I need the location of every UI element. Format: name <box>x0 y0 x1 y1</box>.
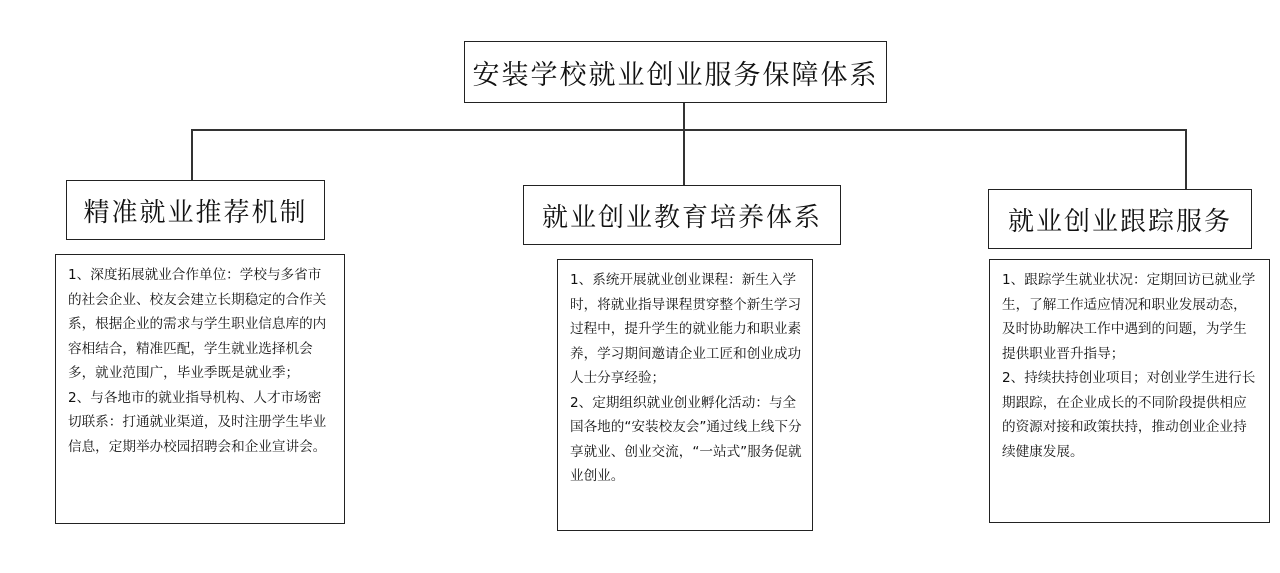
branch-description-box-3 <box>989 259 1270 523</box>
connector-drop-middle <box>683 129 685 185</box>
branch-heading-box-3 <box>988 189 1252 249</box>
connector-horizontal-bar <box>191 129 1186 131</box>
branch-3-item-1: 1、跟踪学生就业状况：定期回访已就业学生，了解工作适应情况和职业发展动态，及时协助解决工作中遇到的问题，为学生提供职业晋升指导； <box>1002 272 1256 362</box>
diagram-title-box <box>464 41 887 103</box>
branch-2-item-1: 1、系统开展就业创业课程：新生入学时，将就业指导课程贯穿整个新生学习过程中，提升学生的就业能力和职业素养，学习期间邀请企业工匠和创业成功人士分享经验； <box>570 272 802 386</box>
branch-3-item-2: 2、持续扶持创业项目；对创业学生进行长期跟踪，在企业成长的不同阶段提供相应的资源对接和政策扶持，推动创业企业持续健康发展。 <box>1002 370 1256 460</box>
branch-heading-2: 就业创业教育培养体系 <box>541 202 822 233</box>
branch-heading-box-1 <box>66 180 325 240</box>
branch-1-item-2: 2、与各地市的就业指导机构、人才市场密切联系：打通就业渠道，及时注册学生毕业信息，定期举办校园招聘会和企业宣讲会。 <box>68 389 327 455</box>
connector-drop-right <box>1185 129 1187 189</box>
connector-drop-left <box>191 129 193 180</box>
branch-heading-box-2 <box>523 185 841 245</box>
branch-2-item-2: 2、定期组织就业创业孵化活动：与全国各地的“安装校友会”通过线上线下分享就业、创业交流，“一站式”服务促就业创业。 <box>570 394 802 484</box>
branch-description-box-2 <box>557 259 813 531</box>
diagram-title: 安装学校就业创业服务保障体系 <box>472 59 879 91</box>
branch-1-item-1: 1、深度拓展就业合作单位：学校与多省市的社会企业、校友会建立长期稳定的合作关系，根据企业的需求与学生职业信息库的内容相结合，精准匹配，学生就业选择机会多，就业范围广，毕业季既是就业季； <box>68 267 327 381</box>
connector-title-stem <box>683 103 685 129</box>
branch-heading-3: 就业创业跟踪服务 <box>1007 206 1232 237</box>
branch-description-box-1 <box>55 254 345 524</box>
branch-heading-1: 精准就业推荐机制 <box>83 197 308 228</box>
